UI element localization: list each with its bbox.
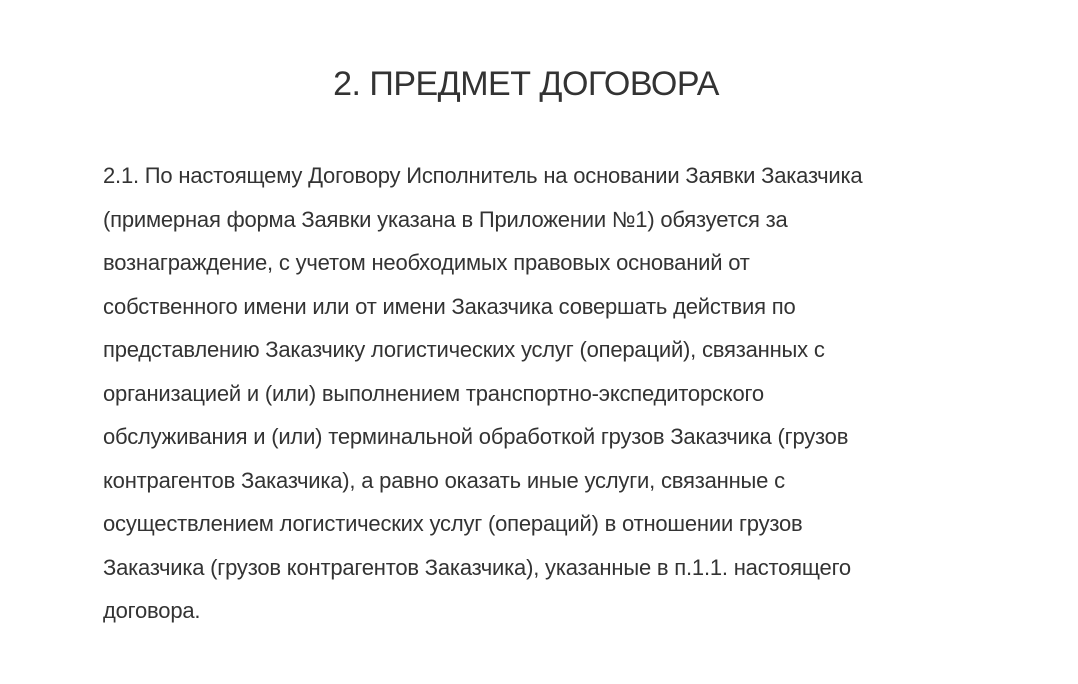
paragraph-line: собственного имени или от имени Заказчика совершать действия по [103, 293, 796, 319]
paragraph-line: контрагентов Заказчика), а равно оказать иные услуги, связанные с [103, 467, 785, 493]
paragraph-line: договора. [103, 598, 201, 623]
paragraph-line: Заказчика (грузов контрагентов Заказчика), указанные в п.1.1. настоящего [103, 554, 851, 580]
paragraph-line: осуществлением логистических услуг (операций) в отношении грузов [103, 511, 803, 536]
paragraph-line: (примерная форма Заявки указана в Приложении №1) обязуется за [103, 206, 788, 232]
section-title: 2. ПРЕДМЕТ ДОГОВОРА [333, 65, 719, 103]
paragraph-line: вознаграждение, с учетом необходимых правовых оснований от [103, 250, 750, 275]
paragraph-line: представлению Заказчику логистических услуг (операций), связанных с [103, 337, 825, 362]
paragraph-line: 2.1. По настоящему Договору Исполнитель на основании Заявки Заказчика [103, 163, 863, 188]
paragraph-line: обслуживания и (или) терминальной обработкой грузов Заказчика (грузов [103, 424, 849, 449]
paragraph-line: организацией и (или) выполнением транспортно-экспедиторского [103, 380, 764, 406]
clause-2-1-paragraph [103, 154, 983, 633]
